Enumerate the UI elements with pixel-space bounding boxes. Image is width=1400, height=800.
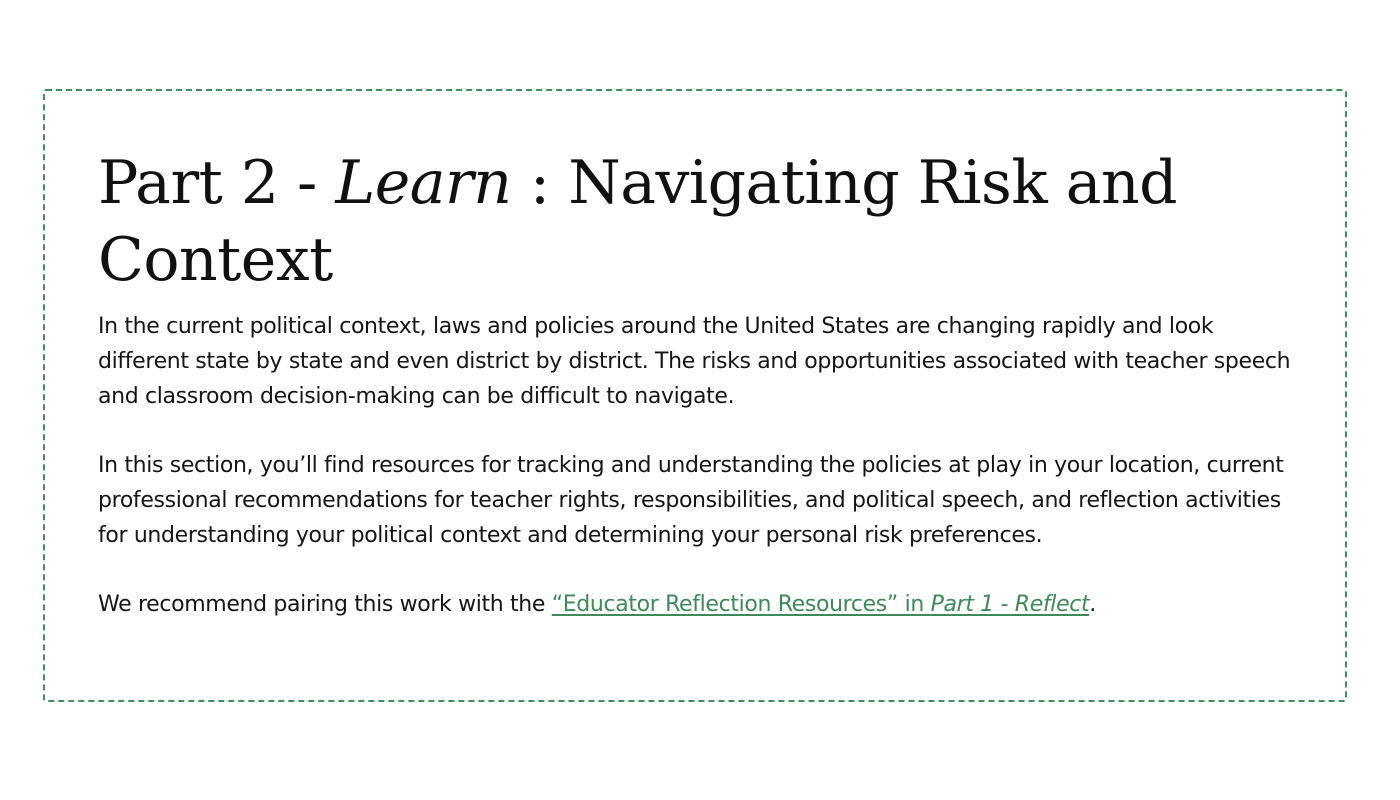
recommendation-paragraph — [98, 587, 1308, 622]
recommendation-period: . — [1089, 592, 1096, 617]
card-content — [98, 145, 1308, 656]
intro-paragraph: In the current political context, laws and policies around the United States are changing rapidly and look different state by state and even district by district. The risks and opportunities associated with teacher speech and classroom decision-making can be difficult to navigate. — [98, 314, 1291, 409]
title-emphasis: Learn — [335, 148, 512, 218]
content-card — [43, 89, 1347, 702]
educator-reflection-resources-link[interactable] — [552, 592, 1090, 617]
link-text: “Educator Reflection Resources” in — [551, 592, 931, 617]
title-prefix: Part 2 - — [98, 148, 336, 218]
page-title — [98, 145, 1308, 299]
link-emphasis: Part 1 - Reflect — [930, 592, 1090, 617]
section-paragraph: In this section, you’ll find resources for tracking and understanding the policies at play in your location, current professional recommendations for teacher rights, responsibilities, and political speech, and reflection activities for understanding your political context and determining your personal risk preferences. — [98, 453, 1284, 548]
title-suffix: : Navigating Risk and Context — [98, 148, 1178, 295]
recommendation-text: We recommend pairing this work with the — [98, 592, 552, 617]
